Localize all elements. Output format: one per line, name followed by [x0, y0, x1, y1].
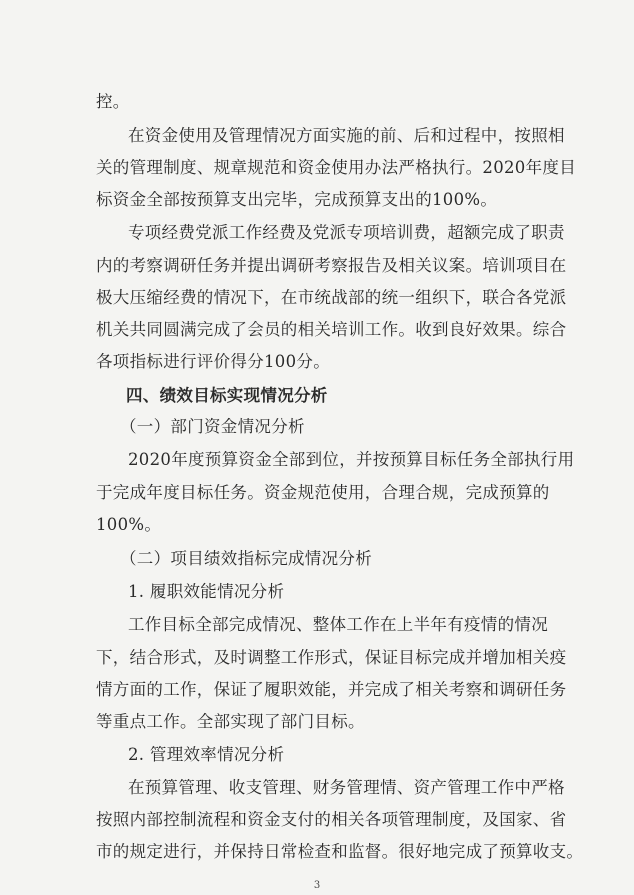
text-line: 在资金使用及管理情况方面实施的前、后和过程中，按照相	[128, 126, 565, 145]
section-heading: 四、绩效目标实现情况分析	[126, 386, 328, 405]
text-line: 于完成年度目标任务。资金规范使用，合理合规，完成预算的	[96, 483, 550, 502]
text-line: 机关共同圆满完成了会员的相关培训工作。收到良好效果。综合	[96, 320, 567, 339]
text-line: 市的规定进行，并保持日常检查和监督。很好地完成了预算收支。	[96, 842, 584, 861]
text-line: 专项经费党派工作经费及党派专项培训费，超额完成了职责	[128, 223, 565, 242]
item-heading: 2. 管理效率情况分析	[128, 745, 285, 764]
subsection-heading: （一）部门资金情况分析	[120, 417, 305, 436]
text-line: 在预算管理、收支管理、财务管理情、资产管理工作中严格	[128, 778, 565, 797]
page-number: 3	[313, 880, 321, 891]
text-line: 100%。	[96, 515, 162, 534]
text-line: 工作目标全部完成情况、整体工作在上半年有疫情的情况	[128, 615, 548, 634]
text-line: 控。	[96, 92, 130, 111]
item-heading: 1. 履职效能情况分析	[128, 582, 285, 601]
text-line: 极大压缩经费的情况下，在市统战部的统一组织下，联合各党派	[96, 288, 567, 307]
text-line: 关的管理制度、规章规范和资金使用办法严格执行。2020年度目	[96, 158, 576, 177]
text-line: 情方面的工作，保证了履职效能，并完成了相关考察和调研任务	[96, 680, 567, 699]
text-line: 各项指标进行评价得分100分。	[96, 352, 330, 371]
text-line: 等重点工作。全部实现了部门目标。	[96, 712, 365, 731]
text-line: 2020年度预算资金全部到位，并按预算目标任务全部执行用	[128, 450, 575, 469]
text-line: 内的考察调研任务并提出调研考察报告及相关议案。培训项目在	[96, 256, 567, 275]
subsection-heading: （二）项目绩效指标完成情况分析	[120, 549, 372, 568]
text-line: 下，结合形式，及时调整工作形式，保证目标完成并增加相关疫	[96, 648, 567, 667]
text-line: 标资金全部按预算支出完毕，完成预算支出的100%。	[96, 190, 498, 209]
text-line: 按照内部控制流程和资金支付的相关各项管理制度，及国家、省	[96, 810, 567, 829]
